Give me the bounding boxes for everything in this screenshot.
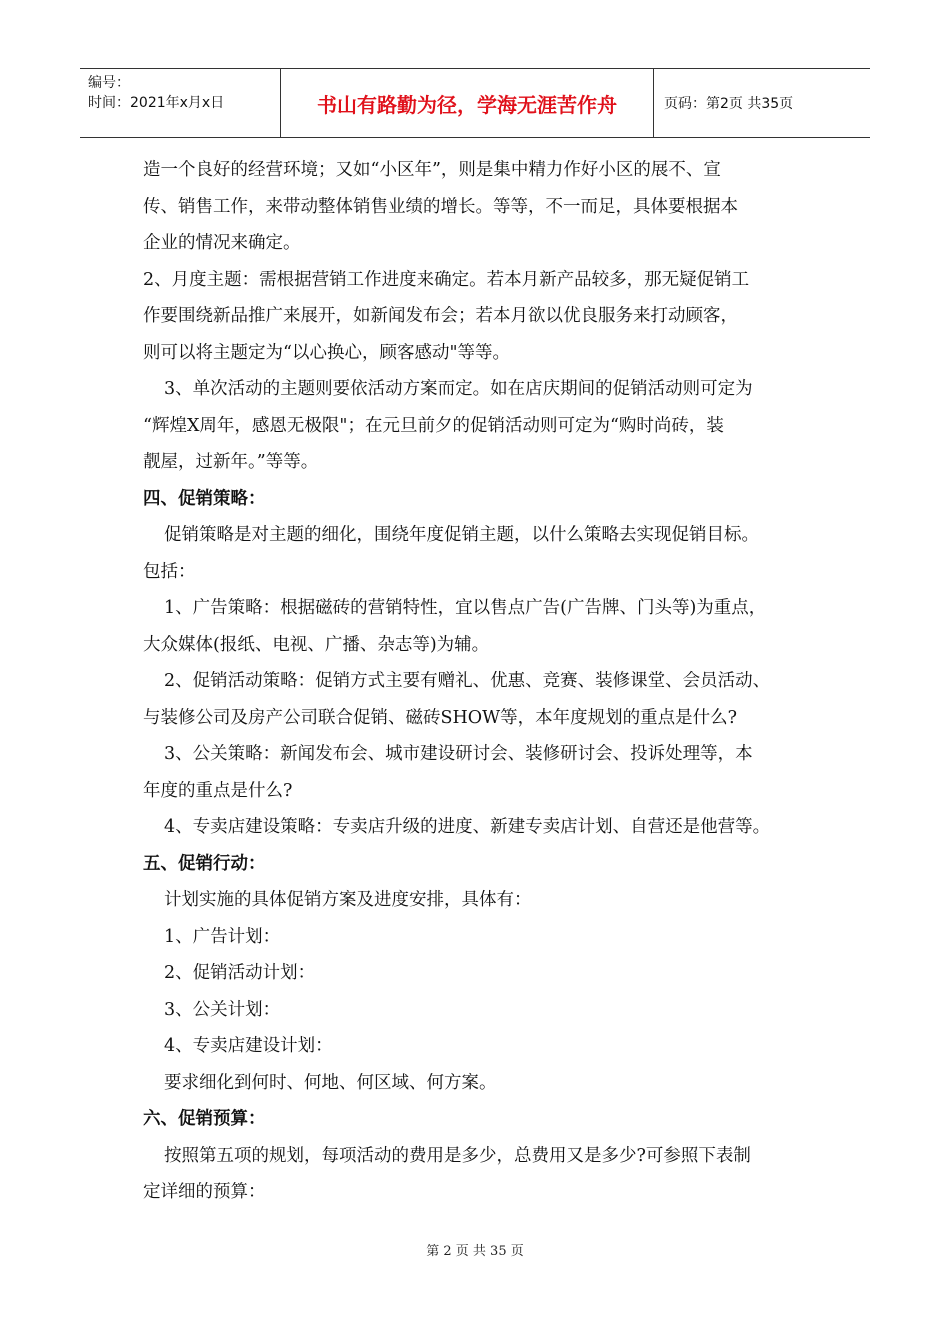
body-line: 与装修公司及房产公司联合促销、磁砖SHOW等，本年度规划的重点是什么?	[143, 707, 737, 728]
body-line: 4、专卖店建设策略：专卖店升级的进度、新建专卖店计划、自营还是他营等。	[164, 817, 771, 837]
section-heading-5: 五、促销行动：	[143, 853, 266, 874]
header-meta-cell	[80, 69, 281, 137]
header-page-info: 页码：第2页 共35页	[664, 96, 794, 112]
body-line: 2、促销活动计划：	[164, 963, 316, 983]
body-line: 年度的重点是什么?	[143, 780, 293, 801]
body-line: 2、月度主题：需根据营销工作进度来确定。若本月新产品较多，那无疑促销工	[143, 269, 750, 290]
section-heading-6: 六、促销预算：	[143, 1109, 266, 1129]
body-line: 计划实施的具体促销方案及进度安排，具体有：	[164, 890, 532, 910]
body-line: 传、销售工作，来带动整体销售业绩的增长。等等，不一而足，具体要根据本	[143, 196, 738, 217]
header-number-label: 编号：	[88, 75, 130, 91]
body-line: 3、单次活动的主题则要依活动方案而定。如在店庆期间的促销活动则可定为	[164, 379, 753, 399]
body-line: 靓屋，过新年。”等等。	[143, 452, 319, 472]
body-line: 2、促销活动策略：促销方式主要有赠礼、优惠、竞赛、装修课堂、会员活动、	[164, 671, 771, 691]
body-line: “辉煌X周年，感恩无极限"；在元旦前夕的促销活动则可定为“购时尚砖，装	[143, 415, 724, 436]
body-line: 大众媒体(报纸、电视、广播、杂志等)为辅。	[143, 634, 490, 655]
body-line: 3、公关策略：新闻发布会、城市建设研讨会、装修研讨会、投诉处理等，本	[164, 744, 753, 764]
body-line: 促销策略是对主题的细化，围绕年度促销主题，以什么策略去实现促销目标。	[164, 525, 759, 545]
body-line: 包括：	[143, 561, 196, 582]
body-line: 定详细的预算：	[143, 1182, 266, 1202]
page-header	[80, 68, 870, 138]
body-line: 3、公关计划：	[164, 999, 281, 1020]
body-line: 企业的情况来确定。	[143, 233, 301, 253]
page-footer: 第 2 页 共 35 页	[426, 1244, 524, 1259]
body-line: 按照第五项的规划，每项活动的费用是多少，总费用又是多少?可参照下表制	[164, 1145, 751, 1166]
header-date: 时间：2021年x月x日	[88, 95, 225, 111]
body-line: 1、广告策略：根据磁砖的营销特性，宜以售点广告(广告牌、门头等)为重点，	[164, 598, 767, 618]
header-motto: 书山有路勤为径，学海无涯苦作舟	[281, 69, 654, 137]
body-line: 4、专卖店建设计划：	[164, 1036, 333, 1056]
body-line: 要求细化到何时、何地、何区域、何方案。	[164, 1072, 497, 1093]
body-line: 则可以将主题定为“以心换心，顾客感动"等等。	[143, 342, 510, 363]
body-line: 造一个良好的经营环境；又如“小区年”，则是集中精力作好小区的展不、宣	[143, 160, 721, 180]
section-heading-4: 四、促销策略：	[143, 488, 266, 509]
body-line: 作要围绕新品推广来展开，如新闻发布会；若本月欲以优良服务来打动顾客，	[143, 306, 738, 326]
body-line: 1、广告计划：	[164, 926, 281, 947]
document-body	[143, 152, 823, 1211]
